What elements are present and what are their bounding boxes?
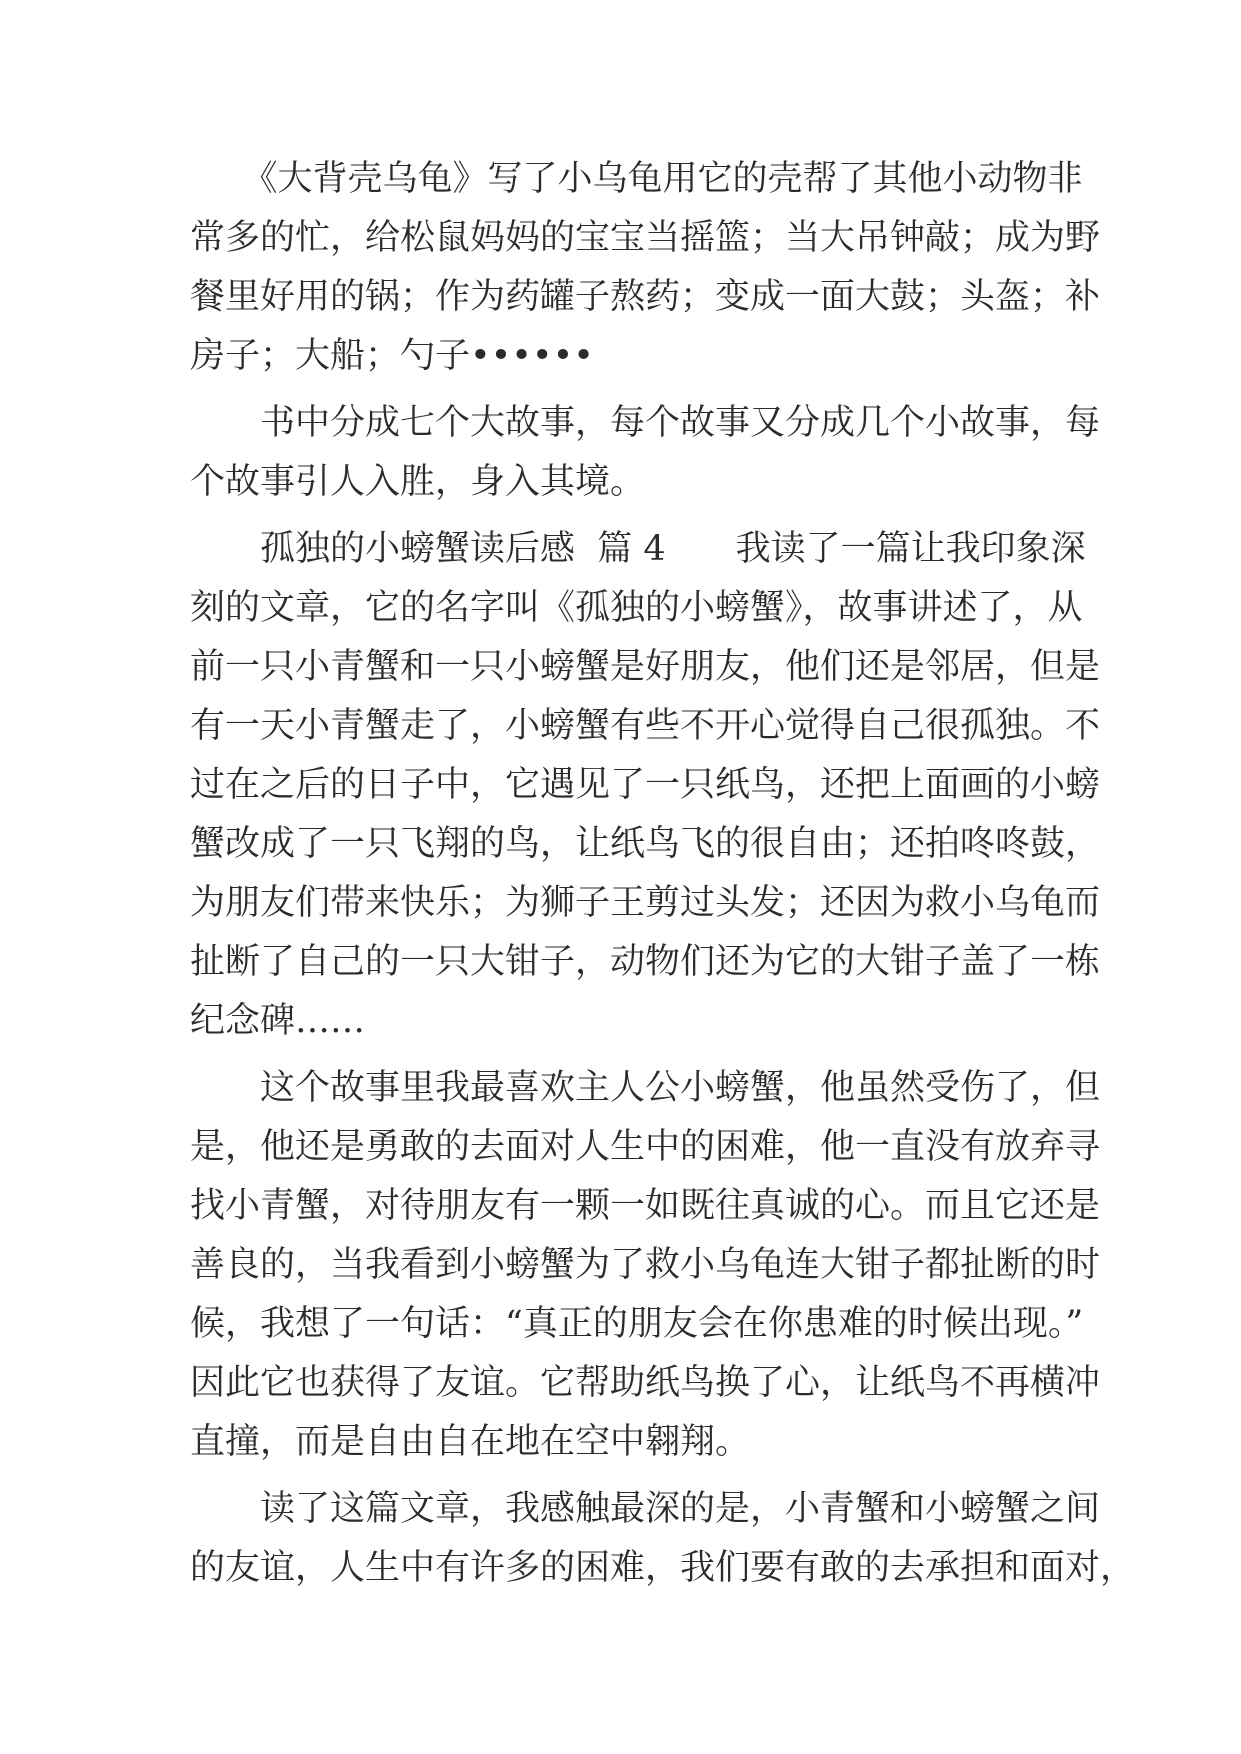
text-line: 候，我想了一句话：“真正的朋友会在你患难的时候出现。” [190,1304,1084,1344]
text-line: 为朋友们带来快乐；为狮子王剪过头发；还因为救小乌龟而 [190,883,1101,923]
text-line: 刻的文章，它的名字叫《孤独的小螃蟹》，故事讲述了，从 [190,588,1083,628]
text-line: 个故事引人入胜，身入其境。 [190,462,646,502]
text-line: 前一只小青蟹和一只小螃蟹是好朋友，他们还是邻居，但是 [190,647,1101,687]
text-line: 这个故事里我最喜欢主人公小螃蟹，他虽然受伤了，但 [190,1068,1101,1108]
document-body [190,150,1136,1598]
text-line: 是，他还是勇敢的去面对人生中的困难，他一直没有放弃寻 [190,1127,1101,1167]
paragraph-spacer [190,512,1060,520]
paragraph-seven-stories [190,394,1101,512]
paragraph-reflection [190,1480,1136,1598]
text-line: 善良的，当我看到小螃蟹为了救小乌龟连大钳子都扯断的时 [190,1245,1101,1285]
text-line: 常多的忙，给松鼠妈妈的宝宝当摇篮；当大吊钟敲；成为野 [190,218,1101,258]
text-line: 纪念碑…… [190,1001,366,1041]
text-line: 过在之后的日子中，它遇见了一只纸鸟，还把上面画的小螃 [190,765,1101,805]
paragraph-favorite-character [190,1059,1101,1472]
text-line: 的友谊，人生中有许多的困难，我们要有敢的去承担和面对， [190,1548,1136,1588]
paragraph-spacer [190,1051,1060,1059]
paragraph-turtle-book [190,150,1101,386]
text-line: 书中分成七个大故事，每个故事又分成几个小故事，每 [190,403,1101,443]
text-line: 蟹改成了一只飞翔的鸟，让纸鸟飞的很自由；还拍咚咚鼓， [190,824,1101,864]
paragraph-spacer [190,1472,1060,1480]
text-line: 找小青蟹，对待朋友有一颗一如既往真诚的心。而且它还是 [190,1186,1101,1226]
text-line: 孤独的小螃蟹读后感 篇 4 我读了一篇让我印象深 [190,529,1086,569]
paragraph-spacer [190,386,1060,394]
paragraph-lonely-crab-intro [190,520,1101,1051]
text-line: 读了这篇文章，我感触最深的是，小青蟹和小螃蟹之间 [190,1489,1101,1529]
text-line: 餐里好用的锅；作为药罐子熬药；变成一面大鼓；头盔；补 [190,277,1101,317]
text-line: 《大背壳乌龟》写了小乌龟用它的壳帮了其他小动物非 [190,159,1083,199]
text-line: 因此它也获得了友谊。它帮助纸鸟换了心，让纸鸟不再横冲 [190,1363,1101,1403]
text-line: 直撞，而是自由自在地在空中翱翔。 [190,1422,751,1462]
text-line: 房子；大船；勺子•••••• [190,336,594,376]
text-line: 有一天小青蟹走了，小螃蟹有些不开心觉得自己很孤独。不 [190,706,1101,746]
text-line: 扯断了自己的一只大钳子，动物们还为它的大钳子盖了一栋 [190,942,1101,982]
